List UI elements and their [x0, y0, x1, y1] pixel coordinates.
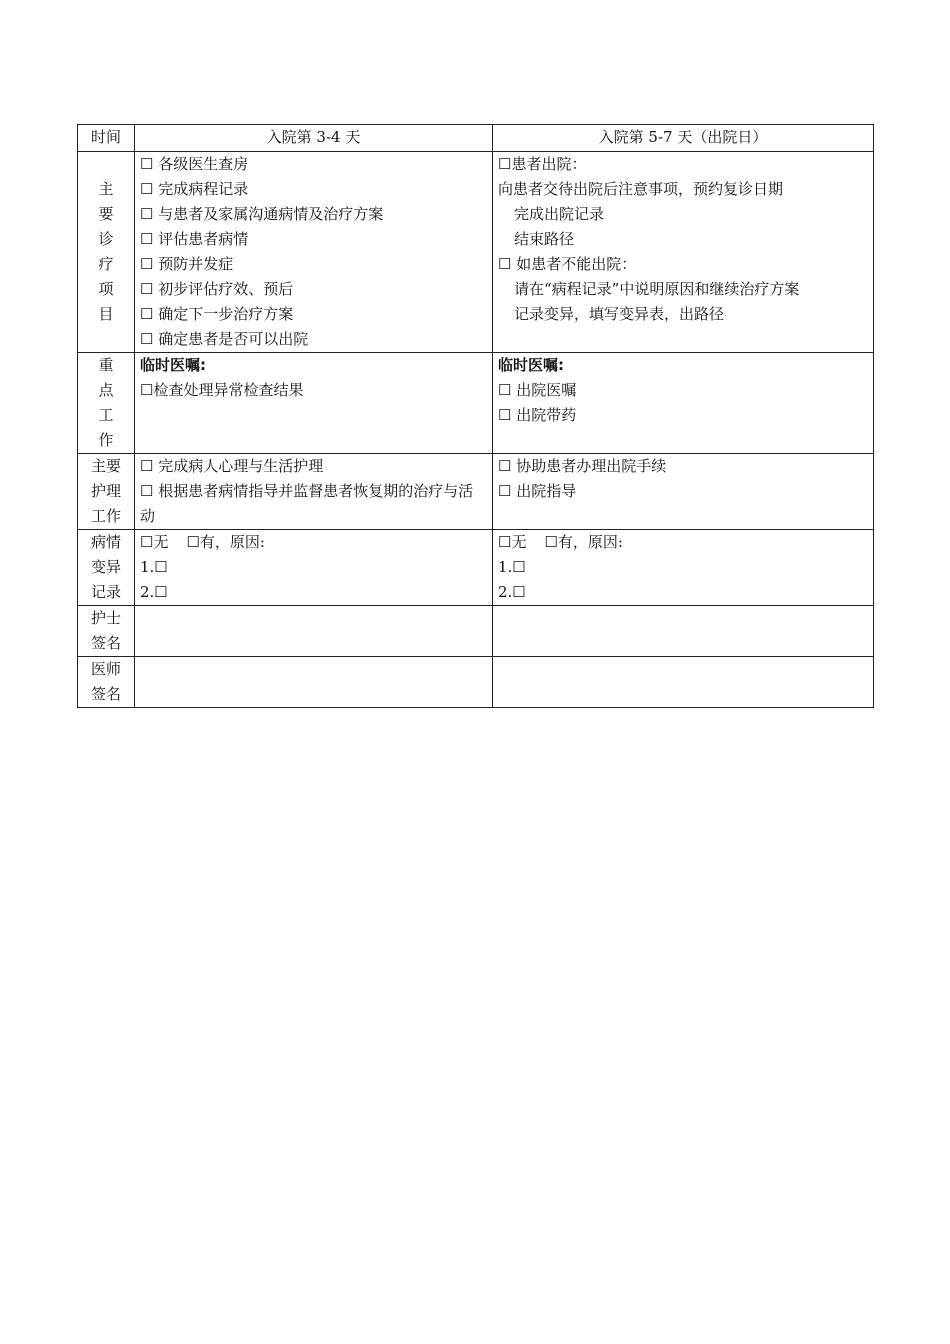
- day-3-4-header: 入院第 3-4 天: [135, 125, 493, 152]
- checklist-item: ☐ 完成病程记录: [140, 180, 249, 198]
- diagnosis-day-3-4-cell: [135, 152, 493, 353]
- keywork-row: [78, 353, 874, 454]
- doctor-signature-label: 医师 签名: [78, 657, 135, 708]
- keywork-row-label: 重 点 工 作: [78, 353, 135, 454]
- checklist-item: ☐ 协助患者办理出院手续: [498, 457, 667, 475]
- variance-has-checkbox[interactable]: ☐有，原因:: [544, 533, 623, 551]
- nurse-signature-day-5-7-field[interactable]: [493, 606, 874, 657]
- checklist-item: ☐患者出院：: [498, 155, 587, 173]
- checklist-item: ☐ 出院指导: [498, 482, 577, 500]
- checklist-item: ☐ 确定下一步治疗方案: [140, 305, 294, 323]
- checklist-item: ☐ 如患者不能出院：: [498, 255, 637, 273]
- nursing-row: [78, 454, 874, 530]
- variance-row-label: 病情 变异 记录: [78, 530, 135, 606]
- nursing-row-label: 主要 护理 工作: [78, 454, 135, 530]
- variance-reason-1[interactable]: 1.☐: [140, 558, 168, 576]
- temporary-orders-title: 临时医嘱:: [498, 356, 564, 374]
- day-5-7-header: 入院第 5-7 天（出院日）: [493, 125, 874, 152]
- checklist-item: ☐ 各级医生查房: [140, 155, 249, 173]
- checklist-item: ☐ 出院医嘱: [498, 381, 577, 399]
- header-row: [78, 125, 874, 152]
- checklist-item: ☐检查处理异常检查结果: [140, 381, 304, 399]
- nurse-signature-row: [78, 606, 874, 657]
- variance-row: [78, 530, 874, 606]
- doctor-signature-day-3-4-field[interactable]: [135, 657, 493, 708]
- time-header: 时间: [78, 125, 135, 152]
- temporary-orders-title: 临时医嘱:: [140, 356, 206, 374]
- variance-none-checkbox[interactable]: ☐无: [140, 533, 169, 551]
- checklist-item: 请在“病程记录”中说明原因和继续治疗方案: [514, 280, 800, 298]
- nursing-day-5-7-cell: [493, 454, 874, 530]
- variance-none-checkbox[interactable]: ☐无: [498, 533, 527, 551]
- doctor-signature-day-5-7-field[interactable]: [493, 657, 874, 708]
- nurse-signature-label: 护士 签名: [78, 606, 135, 657]
- diagnosis-row: [78, 152, 874, 353]
- variance-reason-2[interactable]: 2.☐: [498, 583, 526, 601]
- checklist-item: ☐ 初步评估疗效、预后: [140, 280, 294, 298]
- checklist-item: ☐ 出院带药: [498, 406, 577, 424]
- checklist-item: ☐ 确定患者是否可以出院: [140, 330, 309, 348]
- doctor-signature-row: [78, 657, 874, 708]
- variance-day-3-4-cell: [135, 530, 493, 606]
- checklist-item: ☐ 完成病人心理与生活护理: [140, 457, 324, 475]
- checklist-item: 完成出院记录: [514, 205, 605, 223]
- nurse-signature-day-3-4-field[interactable]: [135, 606, 493, 657]
- keywork-day-5-7-cell: [493, 353, 874, 454]
- keywork-day-3-4-cell: [135, 353, 493, 454]
- variance-reason-1[interactable]: 1.☐: [498, 558, 526, 576]
- checklist-item: ☐ 评估患者病情: [140, 230, 249, 248]
- clinical-pathway-table: [77, 124, 874, 708]
- checklist-item: ☐ 根据患者病情指导并监督患者恢复期的治疗与活动: [140, 482, 474, 525]
- checklist-item: 向患者交待出院后注意事项，预约复诊日期: [498, 180, 784, 198]
- variance-reason-2[interactable]: 2.☐: [140, 583, 168, 601]
- checklist-item: ☐ 预防并发症: [140, 255, 234, 273]
- checklist-item: 结束路径: [514, 230, 575, 248]
- checklist-item: ☐ 与患者及家属沟通病情及治疗方案: [140, 205, 384, 223]
- diagnosis-day-5-7-cell: [493, 152, 874, 353]
- variance-has-checkbox[interactable]: ☐有，原因:: [186, 533, 265, 551]
- diagnosis-row-label: 主 要 诊 疗 项 目: [78, 152, 135, 353]
- nursing-day-3-4-cell: [135, 454, 493, 530]
- checklist-item: 记录变异，填写变异表，出路径: [514, 305, 725, 323]
- variance-day-5-7-cell: [493, 530, 874, 606]
